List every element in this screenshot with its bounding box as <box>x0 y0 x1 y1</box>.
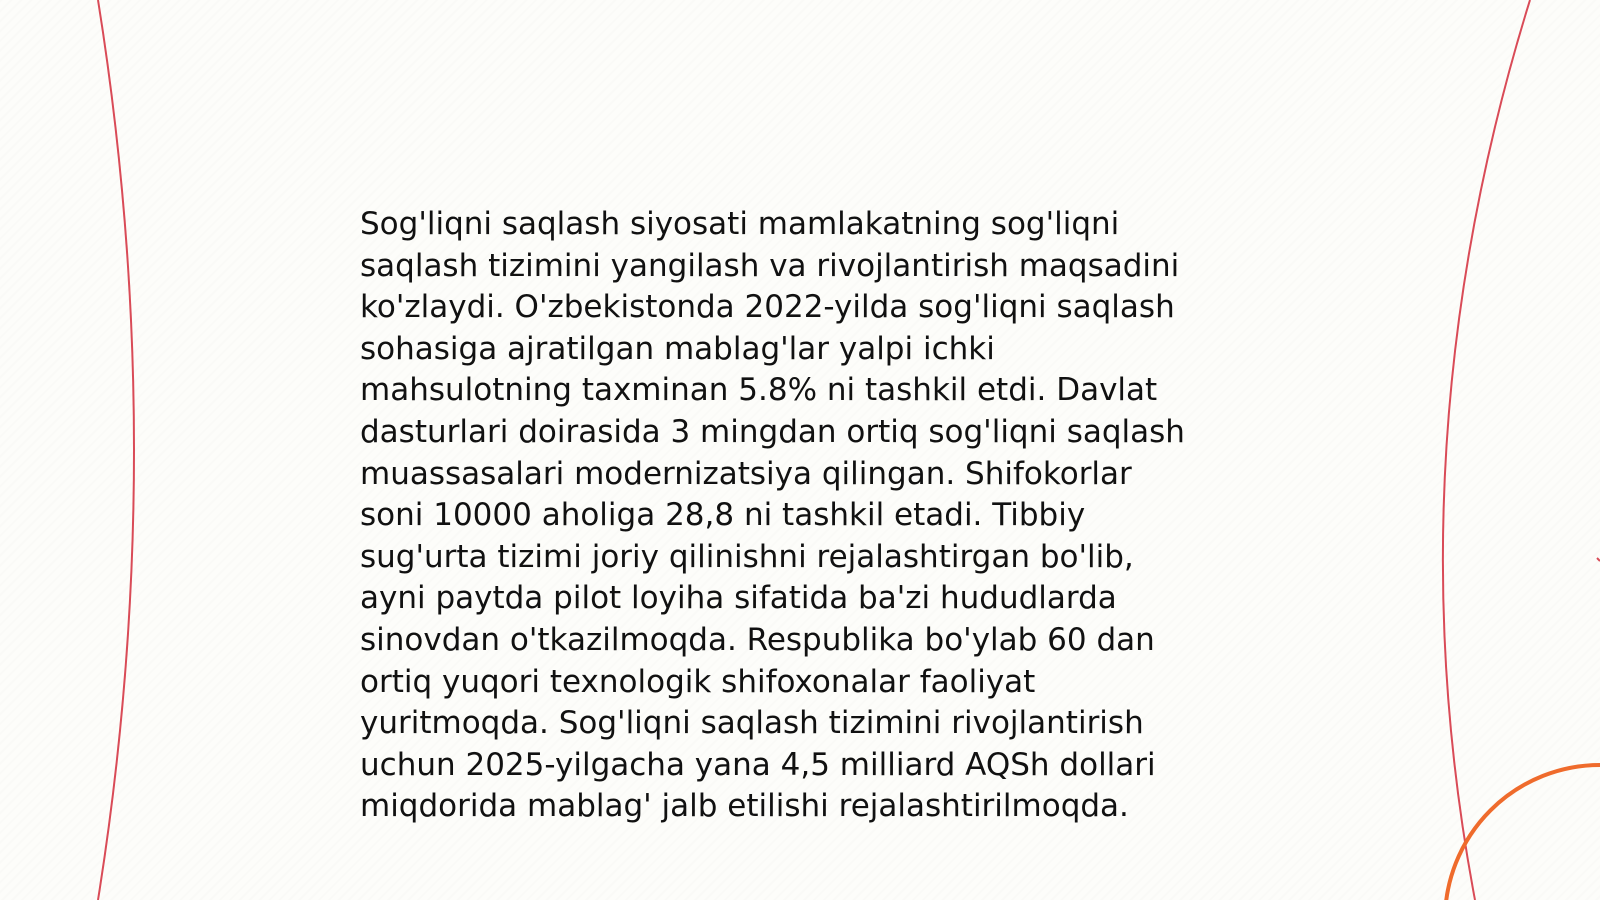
body-text <box>360 204 1240 828</box>
left-red-arc-decoration <box>98 0 134 900</box>
body-line: saqlash tizimini yangilash va rivojlantirish maqsadini <box>360 247 1180 284</box>
body-line: sinovdan o'tkazilmoqda. Respublika bo'ylab 60 dan <box>360 621 1155 658</box>
body-line: sohasiga ajratilgan mablag'lar yalpi ichki <box>360 330 995 367</box>
body-line: uchun 2025-yilgacha yana 4,5 milliard AQSh dollari <box>360 746 1156 783</box>
body-line: ortiq yuqori texnologik shifoxonalar faoliyat <box>360 663 1036 700</box>
body-line: mahsulotning taxminan 5.8% ni tashkil etdi. Davlat <box>360 372 1158 409</box>
body-line: miqdorida mablag' jalb etilishi rejalashtirilmoqda. <box>360 788 1129 825</box>
body-line: yuritmoqda. Sog'liqni saqlash tizimini rivojlantirish <box>360 705 1144 742</box>
body-line: ayni paytda pilot loyiha sifatida ba'zi hududlarda <box>360 580 1117 617</box>
body-line: dasturlari doirasida 3 mingdan ortiq sog'liqni saqlash <box>360 413 1185 450</box>
body-line: soni 10000 aholiga 28,8 ni tashkil etadi. Tibbiy <box>360 497 1086 534</box>
body-line: sug'urta tizimi joriy qilinishni rejalashtirgan bo'lib, <box>360 538 1134 575</box>
body-line: muassasalari modernizatsiya qilingan. Shifokorlar <box>360 455 1132 492</box>
orange-circle-decoration <box>1445 765 1600 900</box>
right-red-arc-decoration <box>1443 0 1530 900</box>
body-line: ko'zlaydi. O'zbekistonda 2022-yilda sog'liqni saqlash <box>360 289 1175 326</box>
body-line: Sog'liqni saqlash siyosati mamlakatning sog'liqni <box>360 206 1120 242</box>
